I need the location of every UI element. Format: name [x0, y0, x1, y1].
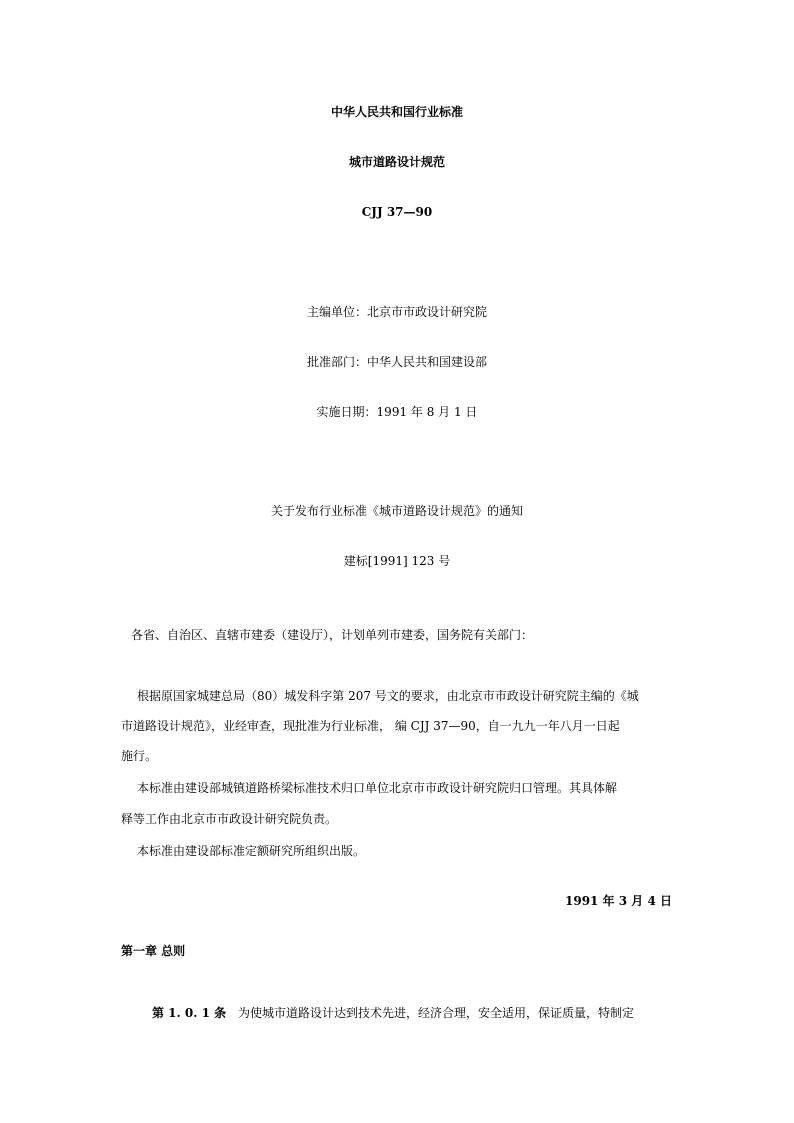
document-title: 城市道路设计规范	[348, 155, 445, 169]
effective-date: 实施日期：1991 年 8 月 1 日	[316, 405, 478, 419]
paragraph-3: 本标准由建设部标准定额研究所组织出版。	[137, 844, 366, 858]
standard-org-heading: 中华人民共和国行业标准	[330, 105, 463, 119]
notice-addressee: 各省、自治区、直辖市建委（建设厅），计划单列市建委，国务院有关部门：	[131, 628, 534, 642]
paragraph-2-line-2: 释等工作由北京市市政设计研究院负责。	[121, 812, 338, 826]
notice-title: 关于发布行业标准《城市道路设计规范》的通知	[270, 504, 523, 518]
paragraph-2-line-1: 本标准由建设部城镇道路桥梁标准技术归口单位北京市市政设计研究院归口管理。其具体解	[137, 781, 618, 795]
paragraph-1-line-2: 市道路设计规范》，业经审查，现批准为行业标准， 编 CJJ 37—90，自一九九一年八月一日起	[121, 719, 620, 733]
article-number: 第 1. 0. 1 条	[152, 1006, 227, 1020]
paragraph-1-line-1: 根据原国家城建总局（80）城发科字第 207 号文的要求，由北京市市政设计研究院主编的《城	[137, 689, 639, 703]
approving-department: 批准部门：中华人民共和国建设部	[306, 355, 487, 369]
notice-date: 1991 年 3 月 4 日	[565, 894, 672, 908]
paragraph-1-line-3: 施行。	[121, 749, 158, 763]
notice-number: 建标[1991] 123 号	[343, 554, 451, 568]
chapter-title: 第一章 总则	[121, 944, 186, 958]
editor-unit: 主编单位：北京市市政设计研究院	[306, 305, 487, 319]
article-text: 为使城市道路设计达到技术先进，经济合理，安全适用，保证质量，特制定	[238, 1006, 635, 1020]
standard-code: CJJ 37—90	[361, 205, 433, 219]
